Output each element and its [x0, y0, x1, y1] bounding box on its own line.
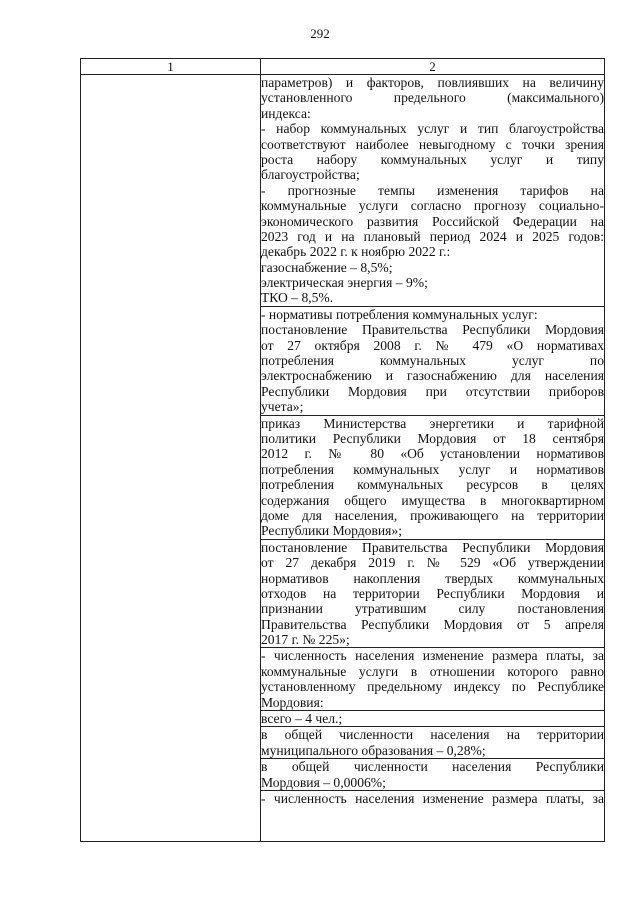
text-line: индекса:	[261, 105, 311, 121]
text-line: - нормативы потребления коммунальных услуг:	[261, 306, 538, 322]
text-line: всего – 4 чел.;	[261, 711, 343, 727]
text-line: доме для населения, проживающего на территории	[261, 507, 604, 523]
text-line: роста набору коммунальных услуг и типу	[261, 151, 604, 167]
text-line: 2012 г. № 80 «Об установлении нормативов	[261, 446, 604, 462]
text-line: постановление Правительства Республики Мордовия	[261, 322, 604, 338]
column-2-cell	[261, 75, 605, 842]
page-number: 292	[310, 26, 330, 41]
text-block	[261, 540, 604, 649]
text-line: муниципального образования – 0,28%;	[261, 742, 486, 758]
text-line: от 27 октября 2008 г. № 479 «О нормативах	[261, 337, 604, 353]
text-block	[261, 307, 604, 416]
text-line: Правительства Республики Мордовия от 5 апреля	[261, 616, 604, 632]
text-line: параметров) и факторов, повлиявших на величину	[261, 75, 604, 90]
text-line: в общей численности населения Республики	[261, 759, 604, 775]
text-line: потребления коммунальных услуг по	[261, 353, 604, 369]
text-line: 2017 г. № 225»;	[261, 632, 350, 648]
text-line: установленному предельному индексу по Республике	[261, 679, 604, 695]
text-line: - численность населения изменение размера платы, за	[261, 790, 604, 806]
column-header-2: 2	[261, 59, 605, 75]
column-1-cell	[81, 75, 261, 842]
text-line: приказ Министерства энергетики и тарифной	[261, 415, 604, 431]
text-line: от 27 декабря 2019 г. № 529 «Об утверждении	[261, 555, 604, 571]
text-line: - численность населения изменение размера платы, за	[261, 648, 604, 664]
text-line: в общей численности населения на территории	[261, 727, 604, 743]
text-line: Республики Мордовия»;	[261, 523, 402, 539]
text-line: отходов на территории Республики Мордовия и	[261, 585, 604, 601]
text-line: политики Республики Мордовия от 18 сентября	[261, 430, 604, 446]
text-line: учета»;	[261, 399, 304, 415]
text-line: коммунальные услуги в отношении которого равно	[261, 663, 604, 679]
text-line: - набор коммунальных услуг и тип благоустройства	[261, 121, 604, 137]
text-line: Мордовия:	[261, 694, 324, 710]
text-block	[261, 416, 604, 540]
text-line: установленного предельного (максимального)	[261, 90, 604, 106]
text-line: благоустройства;	[261, 167, 360, 183]
text-line: потребления коммунальных услуг и нормативов	[261, 461, 604, 477]
text-line: Республики Мордовия при отсутствии приборов	[261, 383, 604, 399]
text-block	[261, 791, 604, 806]
text-line: Мордовия – 0,0006%;	[261, 774, 386, 790]
column-header-1: 1	[81, 59, 261, 75]
text-line: газоснабжение – 8,5%;	[261, 259, 393, 275]
text-line: ТКО – 8,5%.	[261, 290, 334, 306]
text-line: экономического развития Российской Федерации на	[261, 213, 604, 229]
text-block	[261, 727, 604, 759]
text-block	[261, 759, 604, 791]
text-line: признании утратившим силу постановления	[261, 601, 604, 617]
text-line: электроснабжению и газоснабжению для населения	[261, 368, 604, 384]
text-line: соответствуют наиболее невыгодному с точки зрения	[261, 136, 604, 152]
table-row	[81, 75, 605, 842]
text-line: 2023 год и на плановый период 2024 и 2025 годов:	[261, 228, 604, 244]
text-line: электрическая энергия – 9%;	[261, 275, 428, 291]
text-line: нормативов накопления твердых коммунальных	[261, 570, 604, 586]
text-block	[261, 648, 604, 711]
table-header-row	[81, 59, 605, 75]
text-line: - прогнозные темпы изменения тарифов на	[261, 182, 604, 198]
text-block	[261, 711, 604, 727]
text-block	[261, 75, 604, 307]
text-line: потребления коммунальных ресурсов в целях	[261, 477, 604, 493]
text-line: постановление Правительства Республики Мордовия	[261, 539, 604, 555]
text-line: содержания общего имущества в многоквартирном	[261, 492, 604, 508]
text-line: коммунальные услуги согласно прогнозу социально-	[261, 198, 604, 214]
text-line: декабрь 2022 г. к ноябрю 2022 г.:	[261, 244, 451, 260]
document-table	[80, 58, 605, 842]
